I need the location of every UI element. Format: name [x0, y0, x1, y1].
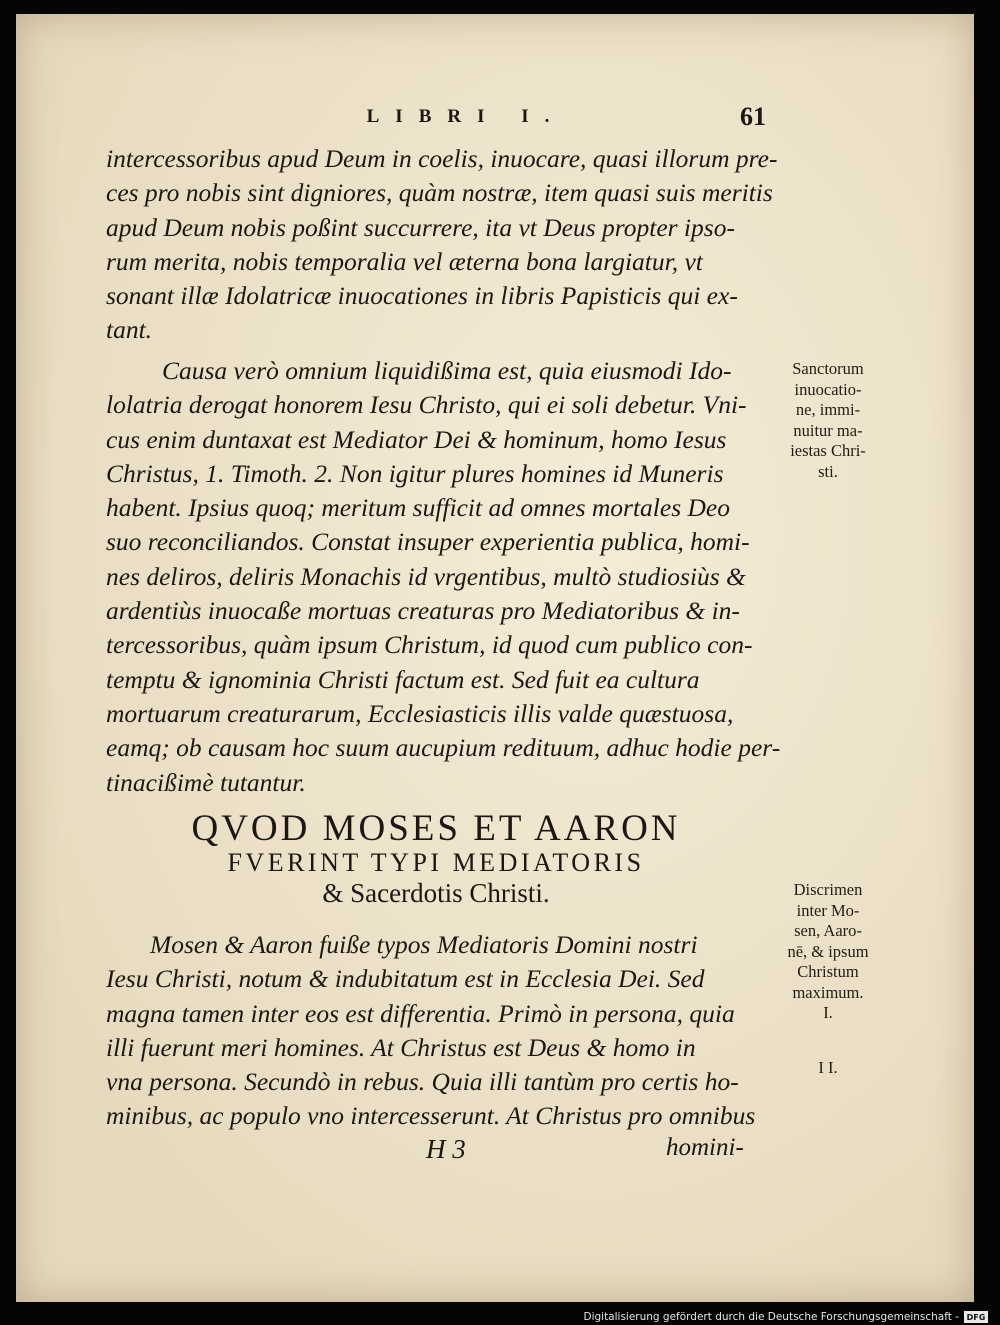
- margin-note-line: inuocatio-: [794, 379, 862, 399]
- text-line: illi fuerunt meri homines. At Christus est Deus & homo in: [106, 1032, 696, 1062]
- margin-note-line: nuitur ma-: [793, 420, 863, 440]
- margin-note-line: Sanctorum: [792, 359, 864, 378]
- margin-note-line: inter Mo-: [796, 900, 860, 920]
- text-line: lolatria derogat honorem Iesu Christo, qui ei soli debetur. Vni-: [106, 390, 747, 420]
- text-line: intercessoribus apud Deum in coelis, inuocare, quasi illorum pre-: [106, 144, 778, 173]
- running-head: LIBRI I.: [366, 106, 566, 127]
- section-heading-line-2: FVERINT TYPI MEDIATORIS: [227, 848, 645, 877]
- text-line: rum merita, nobis temporalia vel æterna bona largiatur, vt: [106, 246, 703, 276]
- signature-mark: H 3: [426, 1134, 466, 1164]
- text-line: mortuarum creaturarum, Ecclesiasticis illis valde quæstuosa,: [106, 698, 734, 728]
- margin-note-line: nē, & ipsum: [787, 941, 869, 961]
- margin-note-1: [773, 359, 883, 482]
- text-line: magna tamen inter eos est differentia. Primò in persona, quia: [106, 998, 735, 1028]
- text-line: apud Deum nobis poßint succurrere, ita vt Deus propter ipso-: [106, 212, 735, 242]
- text-line: cus enim duntaxat est Mediator Dei & hominum, homo Iesus: [106, 424, 727, 454]
- text-line: tercessoribus, quàm ipsum Christum, id quod cum publico con-: [106, 630, 753, 660]
- margin-note-line: ne, immi-: [795, 400, 861, 419]
- section-heading-line-3: & Sacerdotis Christi.: [322, 878, 550, 908]
- margin-note-line: iestas Chri-: [790, 441, 866, 460]
- margin-note-line: sti.: [818, 461, 838, 481]
- text-line: nes deliros, deliris Monachis id vrgentibus, multò studiosiùs &: [106, 561, 746, 591]
- margin-note-line: Christum: [797, 962, 859, 981]
- text-line: temptu & ignominia Christi factum est. Sed fuit ea cultura: [106, 664, 700, 694]
- text-line: tant.: [106, 315, 153, 345]
- text-block-1: [106, 142, 778, 348]
- margin-note-line: Discrimen: [793, 880, 863, 899]
- text-line: sonant illæ Idolatricæ inuocationes in libris Papisticis qui ex-: [106, 281, 738, 311]
- text-line: Mosen & Aaron fuiße typos Mediatoris Domini nostri: [150, 930, 698, 959]
- dfg-logo-icon: DFG: [964, 1311, 988, 1323]
- text-block-2: [106, 354, 781, 800]
- text-block-3: [106, 928, 766, 1134]
- margin-note-line: sen, Aaro-: [794, 921, 862, 940]
- text-line: Iesu Christi, notum & indubitatum est in Ecclesia Dei. Sed: [106, 964, 705, 994]
- text-line: habent. Ipsius quoq; meritum sufficit ad omnes mortales Deo: [106, 493, 730, 523]
- page-number: 61: [740, 102, 766, 131]
- catchword: homini-: [666, 1134, 744, 1161]
- text-line: vna persona. Secundò in rebus. Quia illi tantùm pro certis ho-: [106, 1067, 739, 1097]
- book-page: [16, 14, 974, 1302]
- margin-note-line: I I.: [818, 1057, 838, 1077]
- section-heading-line-1: QVOD MOSES ET AARON: [191, 808, 681, 849]
- margin-note-spacer: [773, 1044, 883, 1058]
- text-line: ardentiùs inuocaße mortuas creaturas pro Mediatoribus & in-: [106, 596, 740, 626]
- margin-note-line: maximum.: [792, 982, 864, 1002]
- text-line: minibus, ac populo vno intercesserunt. At Christus pro omnibus: [106, 1101, 756, 1131]
- text-line: tinacißimè tutantur.: [106, 767, 306, 797]
- margin-note-line: I.: [823, 1003, 833, 1022]
- margin-note-spacer: [773, 1024, 883, 1044]
- text-line: suo reconciliandos. Constat insuper experientia publica, homi-: [106, 527, 750, 557]
- footer-credit-text: Digitalisierung gefördert durch die Deutsche Forschungsgemeinschaft -: [583, 1311, 959, 1323]
- text-line: eamq; ob causam hoc suum aucupium redituum, adhuc hodie per-: [106, 733, 781, 763]
- margin-note-2: [773, 880, 883, 1078]
- text-line: Causa verò omnium liquidißima est, quia eiusmodi Ido-: [162, 356, 732, 385]
- text-line: ces pro nobis sint digniores, quàm nostræ, item quasi suis meritis: [106, 178, 773, 208]
- text-line: Christus, 1. Timoth. 2. Non igitur plures homines id Muneris: [106, 458, 724, 488]
- digitization-footer: [583, 1310, 988, 1324]
